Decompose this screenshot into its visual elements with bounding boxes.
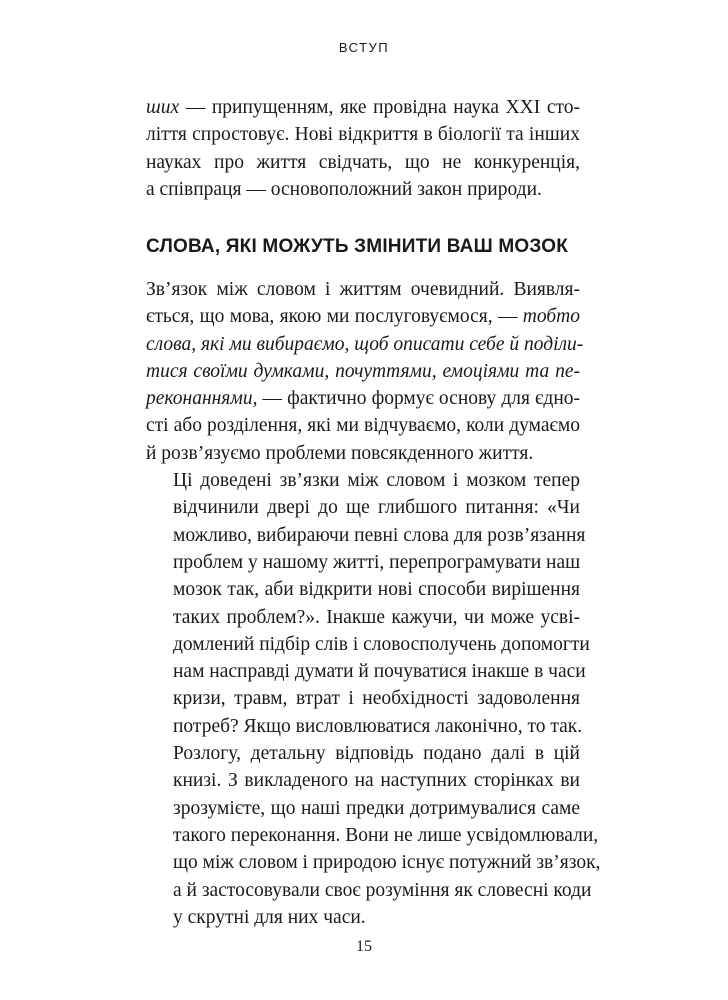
text-line: Зв’язок між словом і життям очевидний. Виявля- (146, 279, 580, 300)
text-line: що між словом і природою існує потужний зв’язок, (173, 852, 601, 874)
text-line: таких проблем?». Інакше кажучи, чи може усві- (173, 606, 580, 628)
text-line: нам насправді думати й почуватися інакше в часи (173, 661, 586, 683)
page-number: 15 (356, 938, 372, 955)
text-line: мозок так, аби відкрити нові способи вирішення (173, 579, 580, 601)
intro-paragraph (146, 94, 580, 203)
running-head: ВСТУП (338, 40, 390, 55)
body-text (146, 276, 601, 931)
text-line: можливо, вибираючи певні слова для розв’язання (173, 524, 586, 546)
text-line (146, 385, 580, 412)
text-fragment: — припущенням, яке провідна наука XXI сто- (179, 97, 580, 118)
paragraph-1 (146, 276, 584, 467)
text-line: у скрутні для них часи. (173, 906, 366, 928)
text-line: а співпраця — основоположний закон природи. (146, 178, 542, 200)
text-line: такого переконання. Вони не лише усвідомлювали, (173, 824, 599, 846)
text-line: потреб? Якщо висловлюватися лаконічно, то так. (173, 715, 583, 737)
text-line: книзі. З викладеного на наступних сторінках ви (173, 770, 580, 792)
text-line: відчинили двері до ще глибшого питання: «Чи (173, 497, 580, 519)
text-fragment: ється, що мова, якою ми послуговуємося, — (146, 306, 523, 328)
text-line: Ці доведені зв’язки між словом і мозком тепер (173, 470, 580, 492)
text-line: а й застосовували своє розуміння як словесні коди (173, 879, 592, 901)
italic-fragment: реконаннями, (146, 388, 258, 410)
text-line: зрозумієте, що наші предки дотримувалися саме (173, 797, 580, 819)
text-line: кризи, травм, втрат і необхідності задоволення (173, 688, 580, 710)
section-heading: СЛОВА, ЯКІ МОЖУТЬ ЗМІНИТИ ВАШ МОЗОК (146, 236, 569, 257)
text-line (146, 358, 580, 385)
text-line: й розв’язуємо проблеми повсякденного життя. (146, 442, 534, 464)
italic-fragment: тися своїми думками, почуттями, емоціями та пе- (146, 360, 580, 382)
paragraph-2 (146, 467, 601, 931)
text-line: Розлогу, детальну відповідь подано далі в цій (173, 743, 580, 765)
text-line (146, 94, 580, 121)
italic-fragment: слова, які ми вибираємо, щоб описати себе й поділи- (146, 333, 584, 355)
text-fragment: — фактично формує основу для єдно- (257, 388, 580, 410)
italic-fragment: ших (146, 97, 180, 118)
text-line: домлений підбір слів і словосполучень допомогти (173, 633, 590, 655)
text-line (146, 303, 580, 330)
text-line: проблем у нашому житті, перепрограмувати наш (173, 551, 581, 573)
text-line: ліття спростовує. Нові відкриття в біології та інших (146, 124, 580, 146)
text-line: науках про життя свідчать, що не конкуренція, (146, 151, 580, 173)
italic-fragment: тобто (522, 306, 580, 328)
text-line: сті або розділення, які ми відчуваємо, коли думаємо (146, 415, 580, 437)
text-line (146, 331, 584, 358)
